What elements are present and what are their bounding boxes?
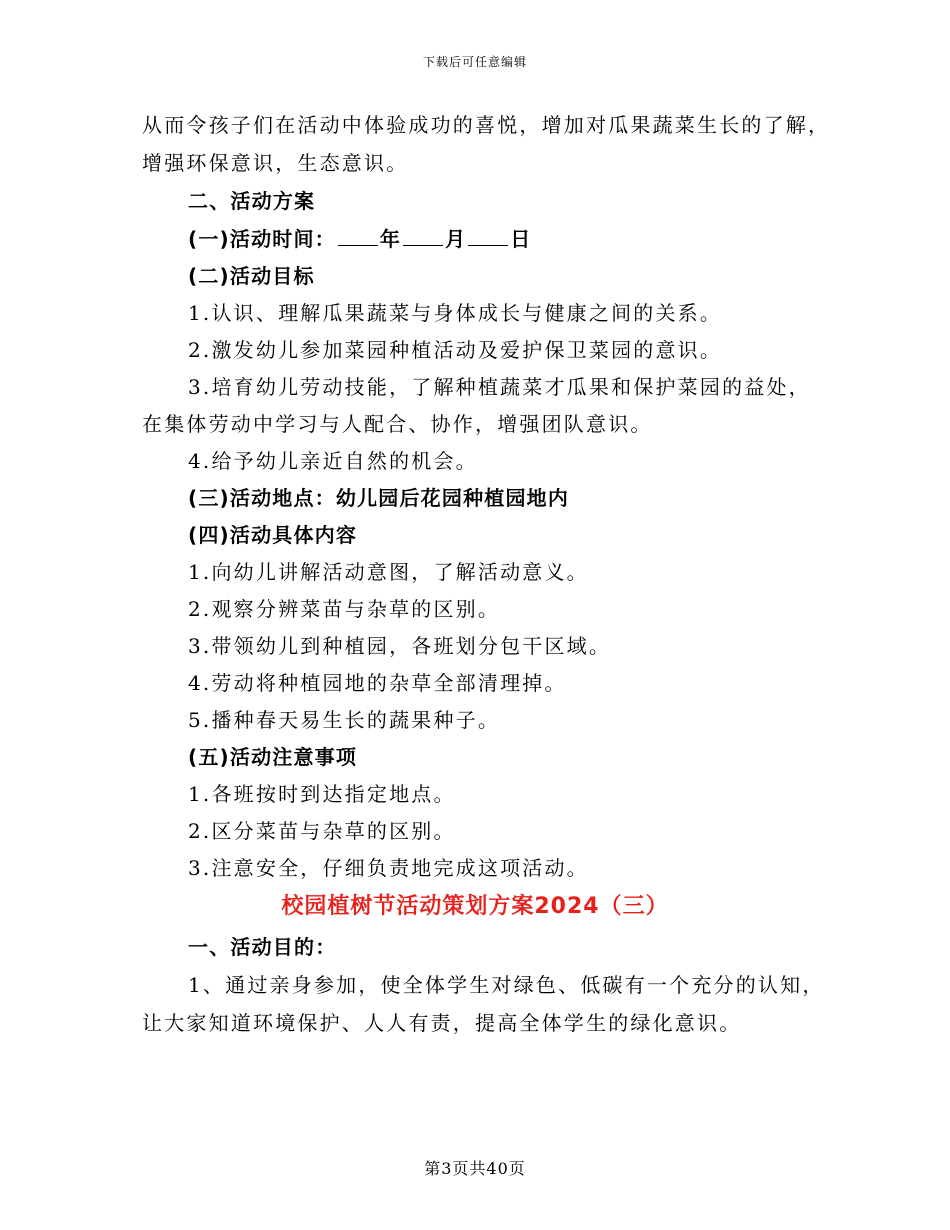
subheading-content: (四)活动具体内容 <box>188 523 358 547</box>
content-item: 5.播种春天易生长的蔬果种子。 <box>188 708 501 732</box>
note-item: 2.区分菜苗与杂草的区别。 <box>188 819 456 843</box>
paragraph-line: 从而令孩子们在活动中体验成功的喜悦，增加对瓜果蔬菜生长的了解， <box>142 113 831 137</box>
month-blank <box>403 227 443 246</box>
subheading-notes: (五)活动注意事项 <box>188 745 358 769</box>
year-blank <box>338 227 378 246</box>
day-label: 日 <box>510 227 532 251</box>
goal-item: 3.培育幼儿劳动技能，了解种植蔬菜才瓜果和保护菜园的益处， <box>188 375 811 399</box>
note-item: 3.注意安全，仔细负责地完成这项活动。 <box>188 856 589 880</box>
page-header-note: 下载后可任意编辑 <box>422 55 527 69</box>
activity-time-line <box>188 227 532 251</box>
content-item: 3.带领幼儿到种植园，各班划分包干区域。 <box>188 634 612 658</box>
activity-time-label: (一)活动时间： <box>188 227 336 251</box>
page-number: 第3页共40页 <box>424 1159 526 1178</box>
year-label: 年 <box>379 227 402 251</box>
content-item: 4.劳动将种植园地的杂草全部清理掉。 <box>188 671 567 695</box>
day-blank <box>468 227 508 246</box>
goal-item: 4.给予幼儿亲近自然的机会。 <box>188 449 478 473</box>
note-item: 1.各班按时到达指定地点。 <box>188 782 456 806</box>
month-label: 月 <box>445 227 467 251</box>
goal-item: 2.激发幼儿参加菜园种植活动及爱护保卫菜园的意识。 <box>188 338 723 362</box>
purpose-line-continuation: 让大家知道环境保护、人人有责，提高全体学生的绿化意识。 <box>142 1011 742 1035</box>
subheading-purpose: 一、活动目的： <box>188 935 337 959</box>
section-title: 校园植树节活动策划方案2024（三） <box>281 894 669 919</box>
goal-item: 1.认识、理解瓜果蔬菜与身体成长与健康之间的关系。 <box>188 301 723 325</box>
purpose-line: 1、通过亲身参加，使全体学生对绿色、低碳有一个充分的认知， <box>188 973 825 997</box>
subheading-place: (三)活动地点：幼儿园后花园种植园地内 <box>188 486 570 510</box>
section-heading-plan: 二、活动方案 <box>188 189 316 213</box>
paragraph-line: 增强环保意识，生态意识。 <box>142 151 409 175</box>
content-item: 1.向幼儿讲解活动意图，了解活动意义。 <box>188 560 589 584</box>
subheading-goal: (二)活动目标 <box>188 264 315 288</box>
goal-item-continuation: 在集体劳动中学习与人配合、协作，增强团队意识。 <box>142 412 653 436</box>
content-item: 2.观察分辨菜苗与杂草的区别。 <box>188 597 501 621</box>
